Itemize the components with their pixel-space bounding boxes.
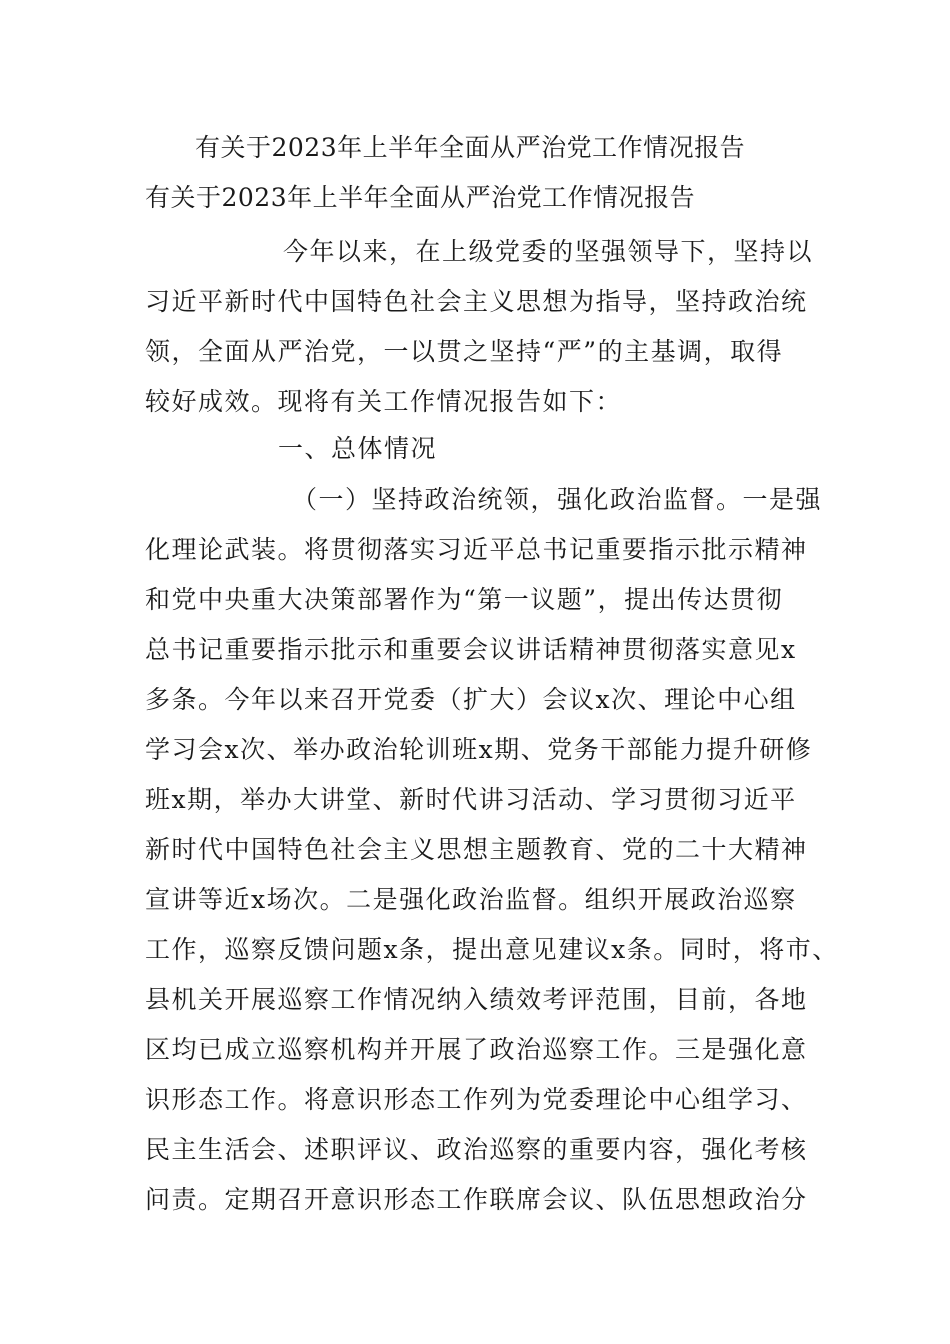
paragraph-line: 班x期，举办大讲堂、新时代讲习活动、学习贯彻习近平 [145,785,797,814]
document-title-repeated: 有关于2023年上半年全面从严治党工作情况报告 [145,183,696,212]
paragraph-line: 学习会x次、举办政治轮训班x期、党务干部能力提升研修 [145,735,813,764]
paragraph-line: 多条。今年以来召开党委（扩大）会议x次、理论中心组 [145,685,797,714]
paragraph-line: 问责。定期召开意识形态工作联席会议、队伍思想政治分 [145,1185,808,1214]
paragraph-line: 新时代中国特色社会主义思想主题教育、党的二十大精神 [145,835,808,864]
paragraph-line: 较好成效。现将有关工作情况报告如下： [145,387,623,416]
paragraph-line: 识形态工作。将意识形态工作列为党委理论中心组学习、 [145,1085,808,1114]
document-title: 有关于2023年上半年全面从严治党工作情况报告 [195,133,746,162]
section-heading: 一、总体情况 [278,434,438,463]
subsection-heading: （一）坚持政治统领，强化政治监督。一是强 [292,485,823,514]
paragraph-line: 和党中央重大决策部署作为“第一议题”，提出传达贯彻 [145,585,784,614]
paragraph-line: 化理论武装。将贯彻落实习近平总书记重要指示批示精神 [145,535,808,564]
paragraph-line: 区均已成立巡察机构并开展了政治巡察工作。三是强化意 [145,1035,808,1064]
paragraph-line: 今年以来，在上级党委的坚强领导下，坚持以 [283,237,814,266]
paragraph-line: 县机关开展巡察工作情况纳入绩效考评范围，目前，各地 [145,985,808,1014]
paragraph-line: 总书记重要指示批示和重要会议讲话精神贯彻落实意见x [145,635,797,664]
paragraph-line: 领，全面从严治党，一以贯之坚持“严”的主基调，取得 [145,337,784,366]
paragraph-line: 宣讲等近x场次。二是强化政治监督。组织开展政治巡察 [145,885,797,914]
paragraph-line: 工作，巡察反馈问题x条，提出意见建议x条。同时，将市、 [145,935,839,964]
paragraph-line: 民主生活会、述职评议、政治巡察的重要内容，强化考核 [145,1135,808,1164]
paragraph-line: 习近平新时代中国特色社会主义思想为指导，坚持政治统 [145,287,808,316]
